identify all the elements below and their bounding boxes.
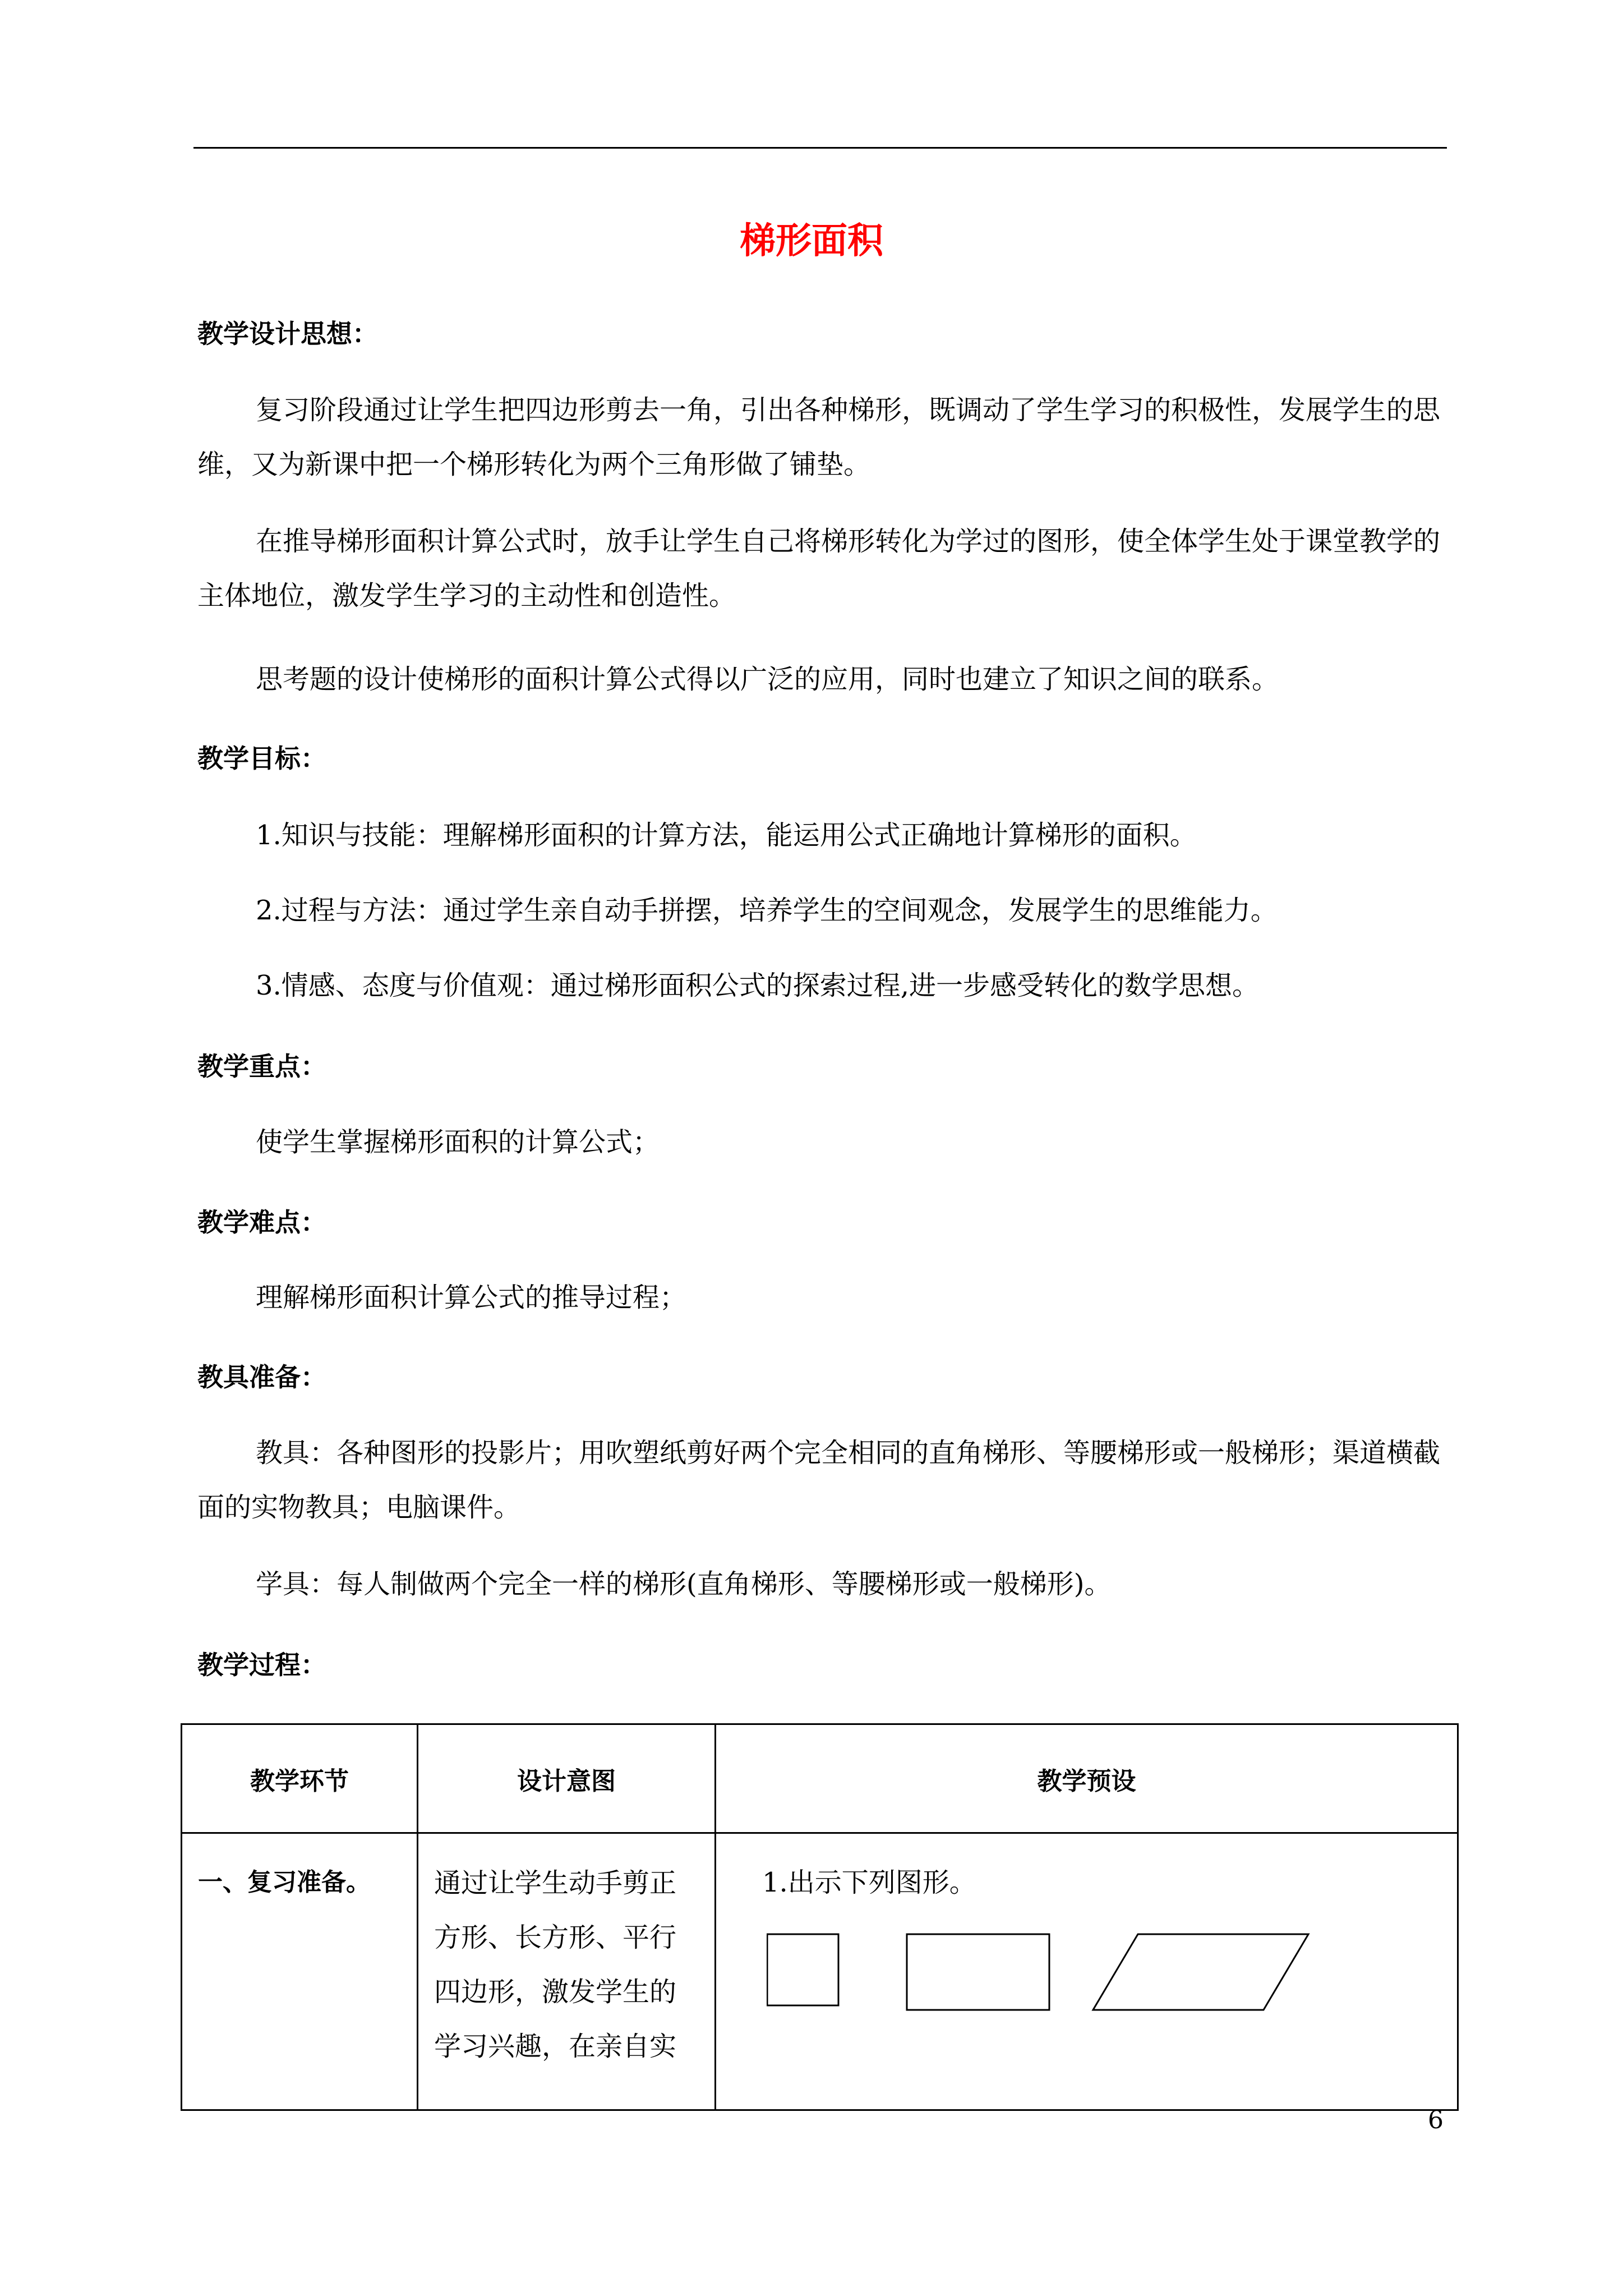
- intent-cell: 通过让学生动手剪正方形、长方形、平行四边形，激发学生的学习兴趣，在亲自实: [418, 1833, 716, 2110]
- key-points-text: 使学生掌握梯形面积的计算公式；: [256, 1126, 660, 1158]
- design-paragraph-3: 思考题的设计使梯形的面积计算公式得以广泛的应用，同时也建立了知识之间的联系。: [256, 664, 1279, 695]
- page-title: 梯形面积: [740, 220, 883, 262]
- design-paragraph-2: 在推导梯形面积计算公式时，放手让学生自己将梯形转化为学过的图形，使全体学生处于课堂教学的主体地位，激发学生学习的主动性和创造性。: [197, 526, 1441, 611]
- shapes-figure: [767, 1932, 1327, 2016]
- design-paragraph-1: 复习阶段通过让学生把四边形剪去一角，引出各种梯形，既调动了学生学习的积极性，发展学生的思维，又为新课中把一个梯形转化为两个三角形做了铺垫。: [197, 394, 1441, 480]
- preset-text: 1.出示下列图形。: [762, 1867, 976, 1898]
- preset-cell: [716, 1833, 1458, 2110]
- lesson-table: [181, 1723, 1459, 2111]
- square-shape: [767, 1934, 838, 2005]
- tools-teacher: 教具：各种图形的投影片；用吹塑纸剪好两个完全相同的直角梯形、等腰梯形或一般梯形；渠道横截面的实物教具；电脑课件。: [197, 1437, 1441, 1523]
- goals-heading: 教学目标：: [197, 743, 326, 774]
- difficulty-text: 理解梯形面积计算公式的推导过程；: [256, 1282, 687, 1313]
- goal-1: 1.知识与技能：理解梯形面积的计算方法，能运用公式正确地计算梯形的面积。: [256, 820, 1197, 851]
- table-row: [182, 1833, 1458, 2110]
- difficulty-heading: 教学难点：: [197, 1207, 326, 1237]
- page-number: 6: [1428, 2106, 1444, 2134]
- header-rule: [193, 147, 1447, 149]
- parallelogram-shape: [1093, 1934, 1308, 2010]
- goal-3: 3.情感、态度与价值观：通过梯形面积公式的探索过程,进一步感受转化的数学思想。: [256, 970, 1260, 1001]
- header-stage: 教学环节: [182, 1724, 418, 1833]
- tools-student: 学具：每人制做两个完全一样的梯形(直角梯形、等腰梯形或一般梯形)。: [256, 1568, 1112, 1600]
- tools-heading: 教具准备：: [197, 1362, 326, 1392]
- design-heading: 教学设计思想：: [197, 319, 378, 349]
- table-header-row: [182, 1724, 1458, 1833]
- key-points-heading: 教学重点：: [197, 1051, 326, 1082]
- goal-2: 2.过程与方法：通过学生亲自动手拼摆，培养学生的空间观念，发展学生的思维能力。: [256, 895, 1278, 926]
- process-heading: 教学过程：: [197, 1650, 326, 1680]
- rectangle-shape: [907, 1934, 1049, 2010]
- header-preset: 教学预设: [716, 1724, 1458, 1833]
- stage-cell: 一、复习准备。: [182, 1833, 418, 2110]
- header-intent: 设计意图: [418, 1724, 716, 1833]
